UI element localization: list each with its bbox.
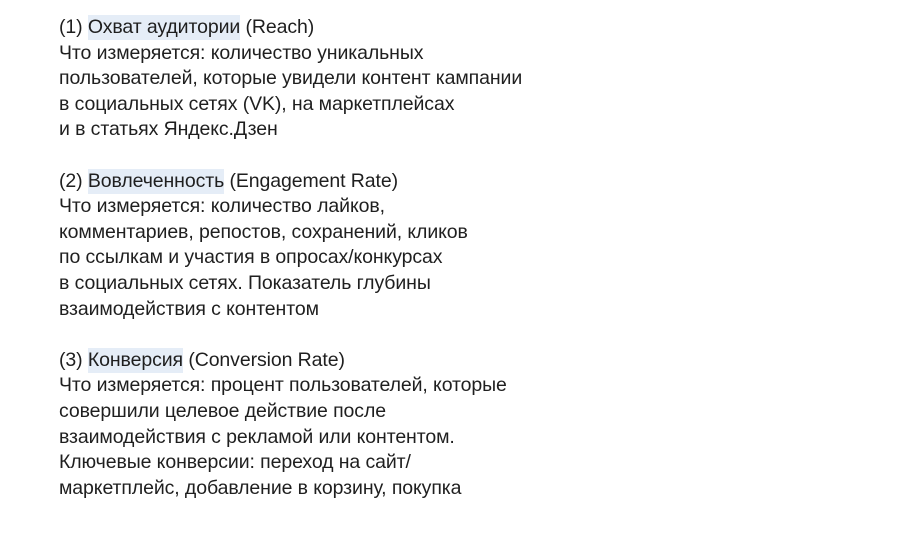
- metric-term-english: (Reach): [245, 16, 315, 38]
- metric-term-english: (Conversion Rate): [188, 348, 345, 371]
- metric-number: (3): [59, 348, 83, 371]
- metric-heading: [59, 15, 879, 41]
- metric-heading: [59, 348, 879, 374]
- metric-description-line: взаимодействия с контентом: [59, 297, 319, 320]
- metric-description-line: пользователей, которые увидели контент кампании: [59, 67, 523, 90]
- metric-term-english: (Engagement Rate): [229, 169, 398, 192]
- metric-description-line: совершили целевое действие после: [59, 399, 386, 422]
- metric-term-highlight: Охват аудитории: [87, 16, 241, 38]
- metric-description-line: комментариев, репостов, сохранений, кликов: [59, 220, 468, 243]
- metric-heading: [59, 169, 879, 195]
- metric-description-line: Ключевые конверсии: переход на сайт/: [59, 451, 411, 474]
- metric-description-line: маркетплейс, добавление в корзину, покупка: [59, 476, 462, 499]
- metric-description-line: в социальных сетях (VK), на маркетплейсах: [59, 92, 455, 115]
- metric-description-line: в социальных сетях. Показатель глубины: [59, 271, 431, 294]
- metric-term-highlight: Конверсия: [87, 348, 183, 371]
- document-body: [59, 15, 879, 527]
- metric-section-reach: [59, 15, 879, 143]
- metric-term-highlight: Вовлеченность: [87, 169, 225, 192]
- metric-section-engagement: [59, 169, 879, 323]
- metric-description-line: взаимодействия с рекламой или контентом.: [59, 425, 455, 448]
- metric-number: (2): [59, 169, 83, 192]
- metric-description-line: и в статьях Яндекс.Дзен: [59, 118, 278, 141]
- metric-description-line: по ссылкам и участия в опросах/конкурсах: [59, 246, 443, 269]
- metric-section-conversion: [59, 348, 879, 502]
- metric-description-line: Что измеряется: процент пользователей, которые: [59, 374, 507, 397]
- metric-description-line: Что измеряется: количество уникальных: [59, 41, 424, 64]
- metric-description-line: Что измеряется: количество лайков,: [59, 195, 385, 218]
- metric-number: (1): [59, 16, 83, 38]
